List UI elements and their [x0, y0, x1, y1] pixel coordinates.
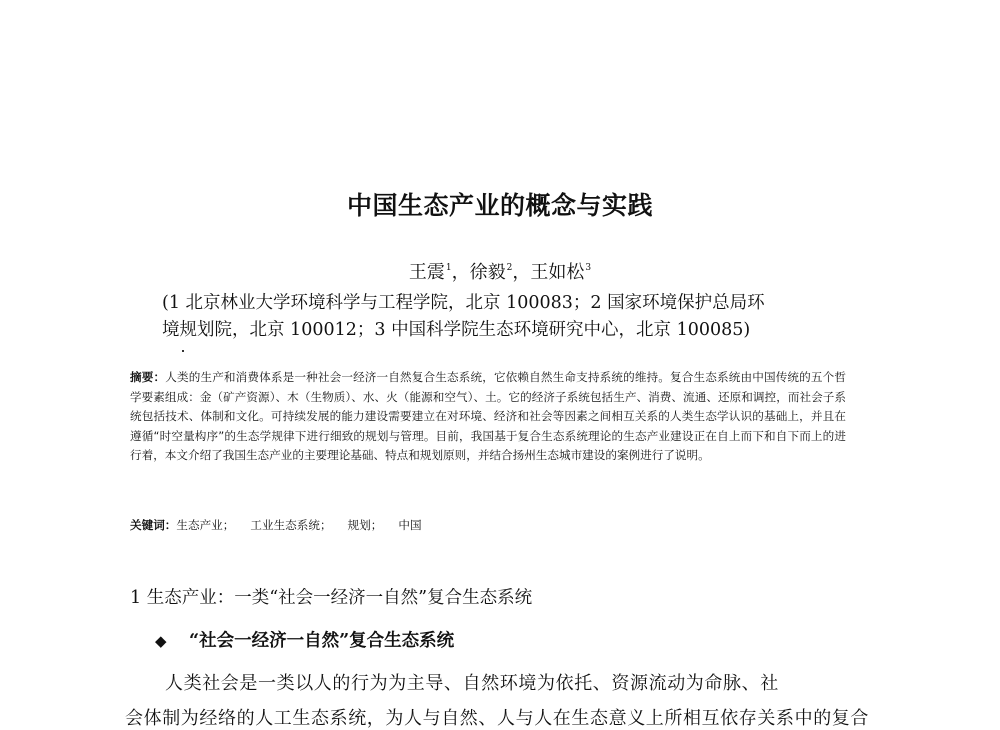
author-name: 王如松	[530, 262, 585, 283]
author-affiliation-marker: 3	[585, 263, 592, 273]
diamond-bullet-icon: ◆	[155, 632, 167, 650]
subsection-heading	[155, 627, 454, 652]
author-name: 徐毅	[469, 262, 506, 283]
keywords-label: 关键词：	[130, 518, 177, 532]
abstract-label: 摘要：	[130, 370, 166, 384]
abstract-text: 人类的生产和消费体系是一种社会一经济一自然复合生态系统，它依赖自然生命支持系统的维持。复合生态系统由中国传统的五个哲学要素组成：金（矿产资源）、木（生物质）、水、火（能源和空气）、土。它的经济子系统包括生产、消费、流通、还原和调控，而社会子系统包括技术、体制和文化。可持续发展的能力建设需要建立在对环境、经济和社会等因素之间相互关系的人类生态学认识的基础上，并且在遵循“时空量构序”的生态学规律下进行细致的规划与管理。目前，我国基于复合生态系统理论的生态产业建设正在自上而下和自下而上的进行着，本文介绍了我国生态产业的主要理论基础、特点和规划原则，并结合扬州生态城市建设的案例进行了说明。	[130, 370, 846, 463]
keywords	[130, 517, 438, 533]
author-separator: ，	[512, 262, 531, 283]
keyword: 规划；	[347, 518, 383, 532]
author-name: 王震	[408, 262, 445, 283]
author-affiliation-marker: 2	[506, 263, 513, 273]
paper-title: 中国生态产业的概念与实践	[346, 191, 653, 220]
body-paragraph-line: 会体制为经络的人工生态系统，为人与自然、人与人在生态意义上所相互依存关系中的复合	[125, 708, 869, 729]
section-heading: 1 生态产业：一类“社会一经济一自然”复合生态系统	[130, 588, 533, 608]
author-list	[0, 258, 1000, 284]
author-separator: ，	[451, 262, 470, 283]
affiliation-line: (1 北京林业大学环境科学与工程学院，北京 100083；2 国家环境保护总局环	[162, 293, 765, 313]
keyword: 工业生态系统；	[250, 518, 332, 532]
scan-speck	[182, 350, 184, 352]
body-paragraph-line: 人类社会是一类以人的行为为主导、自然环境为依托、资源流动为命脉、社	[165, 673, 779, 694]
abstract	[130, 368, 846, 466]
subsection-title: “社会一经济一自然”复合生态系统	[189, 631, 455, 651]
author-affiliation-marker: 1	[445, 263, 452, 273]
keyword: 生态产业；	[176, 518, 235, 532]
keyword: 中国	[398, 518, 422, 532]
affiliation-line: 境规划院，北京 100012；3 中国科学院生态环境研究中心，北京 100085)	[162, 320, 751, 340]
